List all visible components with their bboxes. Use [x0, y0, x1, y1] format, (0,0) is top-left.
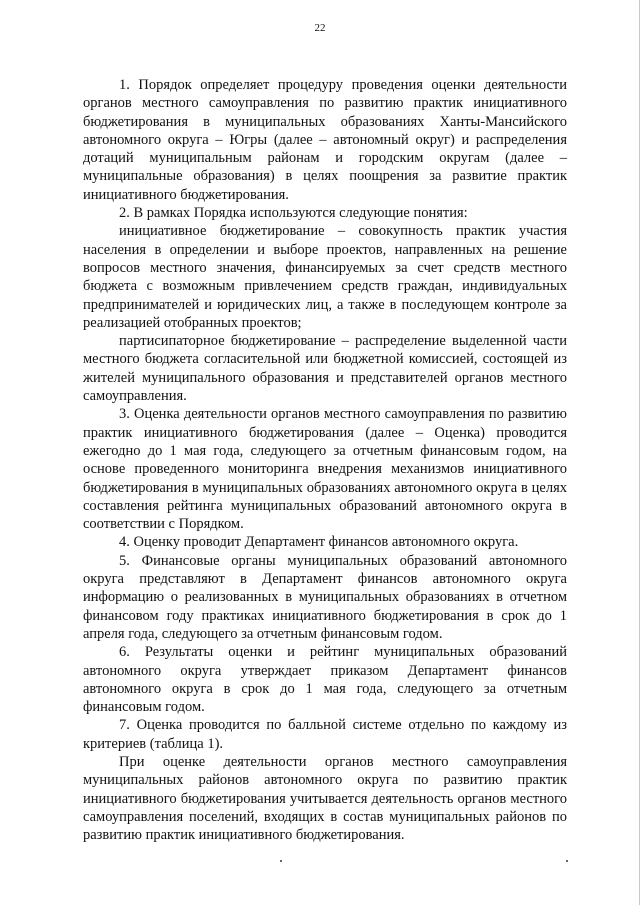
paragraph-6: 6. Результаты оценки и рейтинг муниципальных образований автономного округа утверждает приказом Департамент финансов автономного округа в срок до 1 мая года, следующего за отчетным финансовым годом.	[83, 644, 567, 716]
paragraph-note: При оценке деятельности органов местного самоуправления муниципальных районов автономного округа по развитию практик инициативного бюджетирования учитывается деятельность органов местного самоуправления поселений, входящих в состав муниципальных районов по развитию практик инициативного бюджетирования.	[83, 753, 567, 844]
paragraph-definition-initiative-budgeting: инициативное бюджетирование – совокупность практик участия населения в определении и выборе проектов, направленных на решение вопросов местного значения, финансируемых за счет средств местного бюджета с возможным привлечением средств граждан, индивидуальных предпринимателей и юридических лиц, а также в последующем контроле за реализацией отобранных проектов;	[83, 223, 567, 331]
paragraph-7: 7. Оценка проводится по балльной системе отдельно по каждому из критериев (таблица 1).	[83, 717, 567, 752]
paragraph-2: 2. В рамках Порядка используются следующие понятия:	[119, 205, 468, 222]
paragraph-5: 5. Финансовые органы муниципальных образований автономного округа представляют в Департамент финансов автономного округа информацию о реализованных в муниципальных образованиях в отчетном финансовом году практиках инициативного бюджетирования в срок до 1 апреля года, следующего за отчетным финансовым годом.	[83, 552, 567, 642]
scan-speck	[566, 860, 568, 862]
scan-speck	[280, 860, 282, 862]
document-body	[83, 76, 567, 844]
page-number: 22	[314, 22, 326, 34]
paragraph-3: 3. Оценка деятельности органов местного самоуправления по развитию практик инициативного бюджетирования (далее – Оценка) проводится ежегодно до 1 мая года, следующего за отчетным финансовым годом, на основе проведенного мониторинга внедрения механизмов инициативного бюджетирования в муниципальных образованиях автономного округа в целях составления рейтинга муниципальных образований автономного округа в соответствии с Порядком.	[83, 406, 567, 533]
paragraph-1: 1. Порядок определяет процедуру проведения оценки деятельности органов местного самоуправления по развитию практик инициативного бюджетирования в муниципальных образованиях Ханты-Мансийского автономного округа – Югры (далее – автономный округ) и распределения дотаций муниципальным районам и городским округам (далее – муниципальные образования) в целях поощрения за развитие практик инициативного бюджетирования.	[83, 77, 567, 203]
paragraph-definition-participatory-budgeting: партисипаторное бюджетирование – распределение выделенной части местного бюджета согласительной или бюджетной комиссией, состоящей из жителей муниципального образования и представителей органов местного самоуправления.	[83, 333, 567, 405]
paragraph-4: 4. Оценку проводит Департамент финансов автономного округа.	[119, 534, 519, 551]
